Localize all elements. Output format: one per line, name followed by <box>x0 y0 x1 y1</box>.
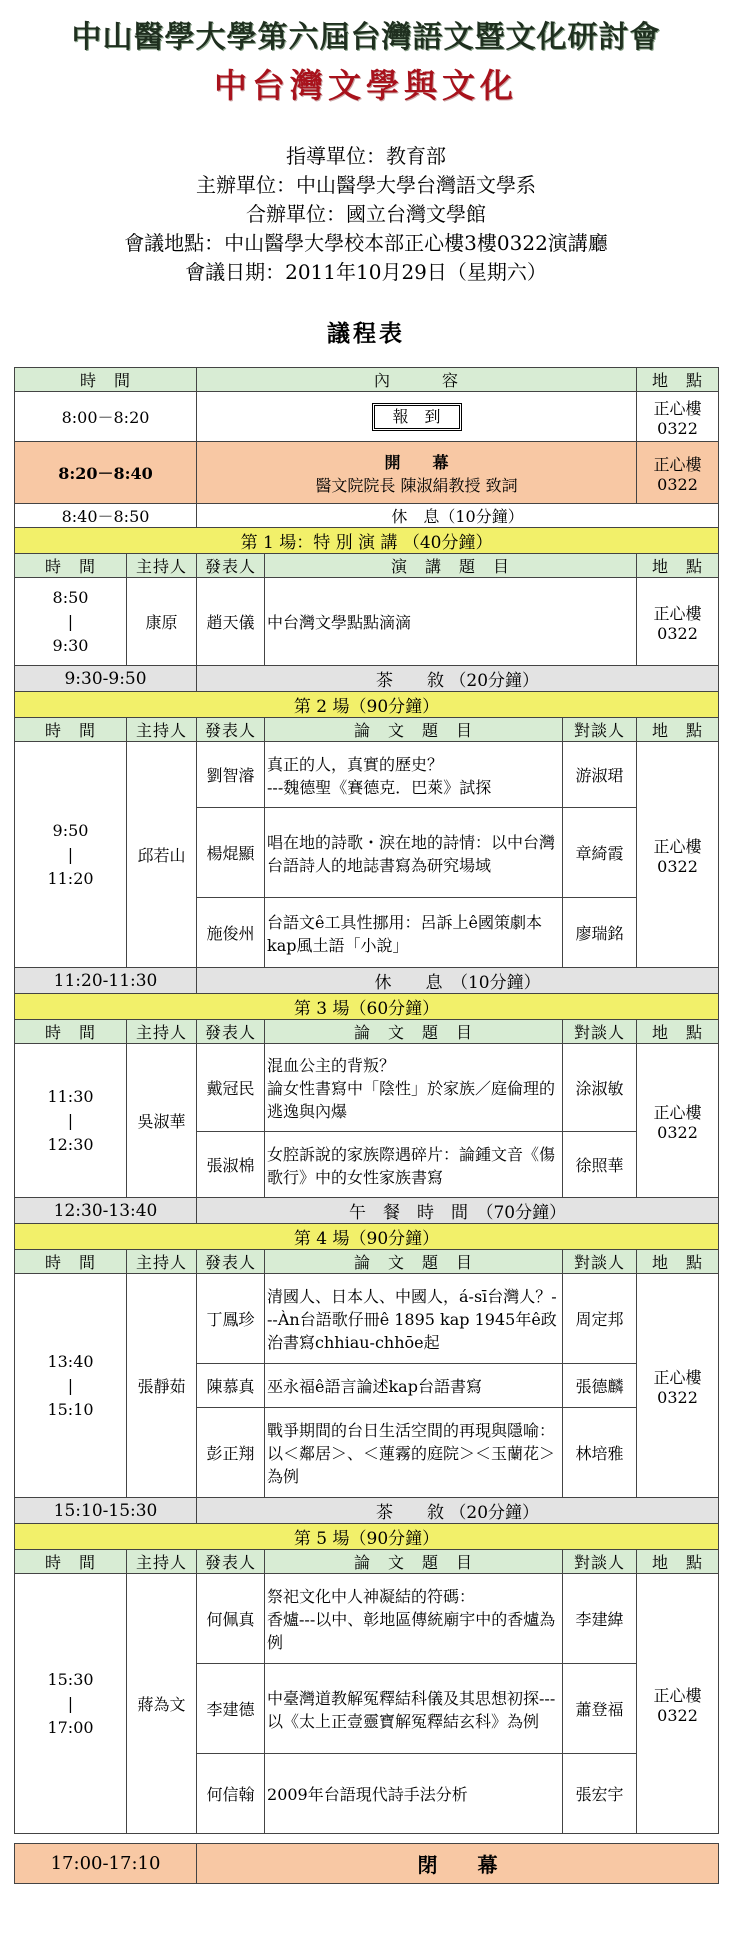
header-time: 時 間 <box>15 554 127 578</box>
session-header-row <box>15 554 719 578</box>
session-title-row <box>15 1524 719 1550</box>
place-cell: 正心樓0322 <box>637 442 719 504</box>
info-guidance: 指導單位：教育部 <box>286 144 446 168</box>
discussant-cell: 章綺霞 <box>563 808 637 898</box>
header-paper: 論 文 題 目 <box>265 1020 563 1044</box>
header-place: 地 點 <box>637 718 719 742</box>
session-time: 15:30 | 17:00 <box>15 1574 127 1834</box>
paper-title: 巫永福ê語言論述kap台語書寫 <box>265 1364 563 1408</box>
paper-title: 戰爭期間的台日生活空間的再現與隱喻：以＜鄰居＞、＜蓮霧的庭院＞＜玉蘭花＞為例 <box>265 1408 563 1498</box>
session-title-row <box>15 994 719 1020</box>
header-host: 主持人 <box>127 718 197 742</box>
speaker-cell: 張淑棉 <box>197 1132 265 1198</box>
header-host: 主持人 <box>127 1550 197 1574</box>
registration-time: 8:00－8:20 <box>15 392 197 442</box>
session-title: 第 5 場（90分鐘） <box>15 1524 719 1550</box>
table-row <box>15 392 719 442</box>
header-place: 地 點 <box>637 1250 719 1274</box>
speaker-cell: 彭正翔 <box>197 1408 265 1498</box>
speaker-cell: 陳慕真 <box>197 1364 265 1408</box>
discussant-cell: 張宏宇 <box>563 1754 637 1834</box>
table-row <box>15 1498 719 1524</box>
spacer-row <box>15 1834 719 1844</box>
speaker-cell: 楊焜顯 <box>197 808 265 898</box>
header-place: 地 點 <box>637 1550 719 1574</box>
discussant-cell: 蕭登福 <box>563 1664 637 1754</box>
header-speaker: 發表人 <box>197 1020 265 1044</box>
break-time: 12:30-13:40 <box>15 1198 197 1224</box>
info-co-organizer: 合辦單位：國立台灣文學館 <box>246 202 486 226</box>
break-time: 15:10-15:30 <box>15 1498 197 1524</box>
header-host: 主持人 <box>127 1020 197 1044</box>
place-cell: 正心樓0322 <box>637 1044 719 1198</box>
closing-label: 閉 幕 <box>197 1844 719 1884</box>
agenda-table <box>14 367 719 1884</box>
speaker-cell: 劉智濬 <box>197 742 265 808</box>
session-time: 8:50 | 9:30 <box>15 578 127 666</box>
place-cell: 正心樓0322 <box>637 1574 719 1834</box>
conference-title: 中山醫學大學第六屆台灣語文暨文化研討會 <box>71 20 661 55</box>
session-host: 邱若山 <box>127 742 197 968</box>
paper-title: 清國人、日本人、中國人，á-sī台灣人？---Àn台語歌仔冊ê 1895 kap 1945年ê政治書寫chhiau-chhōe起 <box>265 1274 563 1364</box>
conference-info <box>0 142 732 287</box>
info-date: 會議日期：2011年10月29日（星期六） <box>185 260 547 284</box>
speaker-cell: 施俊州 <box>197 898 265 968</box>
closing-time: 17:00-17:10 <box>15 1844 197 1884</box>
header-time: 時 間 <box>15 1250 127 1274</box>
session-title: 第 1 場：特 別 演 講 （40分鐘） <box>15 528 719 554</box>
place-cell: 正心樓0322 <box>637 392 719 442</box>
session-title: 第 3 場（60分鐘） <box>15 994 719 1020</box>
session-title: 第 2 場（90分鐘） <box>15 692 719 718</box>
session-header-row <box>15 1020 719 1044</box>
agenda-heading: 議程表 <box>327 320 405 347</box>
header-place: 地 點 <box>637 368 719 392</box>
registration-label: 報 到 <box>372 403 462 431</box>
table-row <box>15 578 719 666</box>
session-title-row <box>15 1224 719 1250</box>
break-time: 8:40－8:50 <box>15 504 197 528</box>
discussant-cell: 林培雅 <box>563 1408 637 1498</box>
header-discussant: 對談人 <box>563 1250 637 1274</box>
paper-title: 台語文ê工具性挪用：呂訴上ê國策劇本kap風土語「小說」 <box>265 898 563 968</box>
speaker-cell: 李建德 <box>197 1664 265 1754</box>
table-row <box>15 1274 719 1364</box>
header-time: 時 間 <box>15 1020 127 1044</box>
speaker-cell: 何信翰 <box>197 1754 265 1834</box>
break-label: 休 息 （10分鐘） <box>197 968 719 994</box>
opening-sub: 醫文院院長 陳淑絹教授 致詞 <box>315 475 518 495</box>
session-title: 第 4 場（90分鐘） <box>15 1224 719 1250</box>
table-row <box>15 504 719 528</box>
opening-cell <box>197 442 637 504</box>
header-time: 時 間 <box>15 1550 127 1574</box>
header-discussant: 對談人 <box>563 718 637 742</box>
discussant-cell: 廖瑞銘 <box>563 898 637 968</box>
table-header-row <box>15 368 719 392</box>
discussant-cell: 涂淑敏 <box>563 1044 637 1132</box>
session-time: 9:50 | 11:20 <box>15 742 127 968</box>
speaker-cell: 丁鳳珍 <box>197 1274 265 1364</box>
paper-title: 2009年台語現代詩手法分析 <box>265 1754 563 1834</box>
header-speaker: 發表人 <box>197 718 265 742</box>
table-row <box>15 666 719 692</box>
header-discussant: 對談人 <box>563 1550 637 1574</box>
header-place: 地 點 <box>637 1020 719 1044</box>
discussant-cell: 游淑珺 <box>563 742 637 808</box>
session-title-row <box>15 692 719 718</box>
table-row <box>15 1574 719 1664</box>
table-row <box>15 968 719 994</box>
header-speaker: 發表人 <box>197 554 265 578</box>
table-row <box>15 1198 719 1224</box>
header-content: 內 容 <box>197 368 637 392</box>
header-speaker: 發表人 <box>197 1250 265 1274</box>
place-cell: 正心樓0322 <box>637 742 719 968</box>
header-lecture: 演 講 題 目 <box>265 554 637 578</box>
opening-time: 8:20－8:40 <box>15 442 197 504</box>
table-row <box>15 1844 719 1884</box>
break-time: 9:30-9:50 <box>15 666 197 692</box>
header-speaker: 發表人 <box>197 1550 265 1574</box>
session-header-row <box>15 1550 719 1574</box>
speaker-cell: 趙天儀 <box>197 578 265 666</box>
session-host: 康原 <box>127 578 197 666</box>
table-row <box>15 1044 719 1132</box>
header-time: 時 間 <box>15 368 197 392</box>
session-header-row <box>15 1250 719 1274</box>
header-paper: 論 文 題 目 <box>265 718 563 742</box>
break-label: 茶 敘 （20分鐘） <box>197 666 719 692</box>
place-cell: 正心樓0322 <box>637 578 719 666</box>
session-header-row <box>15 718 719 742</box>
session-title-row <box>15 528 719 554</box>
session-host: 蔣為文 <box>127 1574 197 1834</box>
discussant-cell: 徐照華 <box>563 1132 637 1198</box>
discussant-cell: 李建緯 <box>563 1574 637 1664</box>
session-time: 13:40 | 15:10 <box>15 1274 127 1498</box>
break-label: 茶 敘 （20分鐘） <box>197 1498 719 1524</box>
opening-title: 開 幕 <box>384 452 449 472</box>
info-organizer: 主辦單位：中山醫學大學台灣語文學系 <box>196 173 536 197</box>
discussant-cell: 周定邦 <box>563 1274 637 1364</box>
session-time: 11:30 | 12:30 <box>15 1044 127 1198</box>
table-row <box>15 442 719 504</box>
paper-title: 混血公主的背叛？ 論女性書寫中「陰性」於家族／庭倫理的逃逸與內爆 <box>265 1044 563 1132</box>
header-discussant: 對談人 <box>563 1020 637 1044</box>
header-place: 地 點 <box>637 554 719 578</box>
paper-title: 中臺灣道教解冤釋結科儀及其思想初探---以《太上正壹靈寶解冤釋結玄科》為例 <box>265 1664 563 1754</box>
break-time: 11:20-11:30 <box>15 968 197 994</box>
header-paper: 論 文 題 目 <box>265 1550 563 1574</box>
session-host: 張靜茹 <box>127 1274 197 1498</box>
paper-title: 女腔訴說的家族際遇碎片：論鍾文音《傷歌行》中的女性家族書寫 <box>265 1132 563 1198</box>
header-host: 主持人 <box>127 1250 197 1274</box>
header-host: 主持人 <box>127 554 197 578</box>
discussant-cell: 張德麟 <box>563 1364 637 1408</box>
lecture-topic: 中台灣文學點點滴滴 <box>265 578 637 666</box>
place-cell: 正心樓0322 <box>637 1274 719 1498</box>
break-label: 休 息（10分鐘） <box>197 504 719 528</box>
session-host: 吳淑華 <box>127 1044 197 1198</box>
speaker-cell: 何佩真 <box>197 1574 265 1664</box>
paper-title: 唱在地的詩歌・淚在地的詩情：以中台灣台語詩人的地誌書寫為研究場域 <box>265 808 563 898</box>
header-time: 時 間 <box>15 718 127 742</box>
break-label: 午 餐 時 間 （70分鐘） <box>197 1198 719 1224</box>
paper-title: 真正的人，真實的歷史？ ---魏德聖《賽德克．巴萊》試探 <box>265 742 563 808</box>
table-row <box>15 742 719 808</box>
paper-title: 祭祀文化中人神凝結的符碼： 香爐---以中、彰地區傳統廟宇中的香爐為例 <box>265 1574 563 1664</box>
header-paper: 論 文 題 目 <box>265 1250 563 1274</box>
speaker-cell: 戴冠民 <box>197 1044 265 1132</box>
conference-theme: 中台灣文學與文化 <box>214 66 518 105</box>
info-venue: 會議地點：中山醫學大學校本部正心樓3樓0322演講廳 <box>124 231 608 255</box>
